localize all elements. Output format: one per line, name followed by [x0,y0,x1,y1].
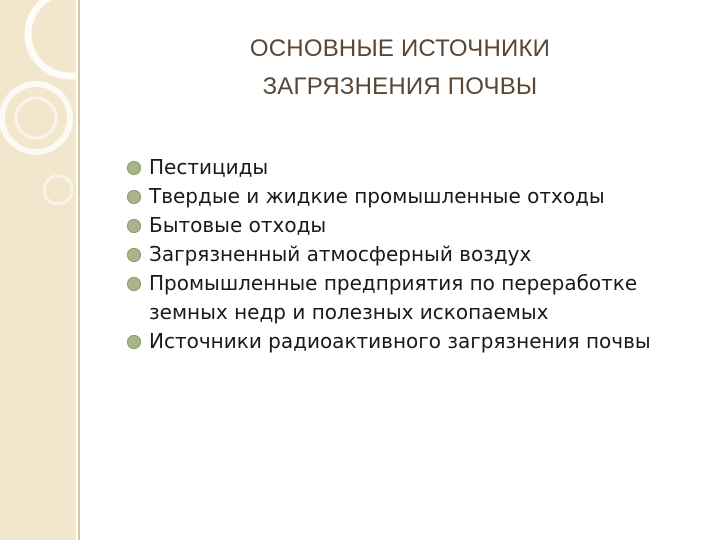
bullet-dot-icon [127,161,141,175]
bullet-dot-icon [127,248,141,262]
list-item [124,182,704,211]
list-item [124,327,704,356]
title-line-2: ЗАГРЯЗНЕНИЯ ПОЧВЫ [262,73,538,100]
list-item-text: Твердые и жидкие промышленные отходы [149,184,605,208]
list-item [124,211,704,240]
bullet-dot-icon [127,335,141,349]
list-item [124,240,704,269]
bullet-dot-icon [127,219,141,233]
title-line-1: ОСНОВНЫЕ ИСТОЧНИКИ [249,35,551,62]
side-divider-line [78,0,80,540]
bullet-dot-icon [127,277,141,291]
list-item-text: Загрязненный атмосферный воздух [149,242,532,266]
list-item-text: Пестициды [149,155,269,179]
slide-title [150,30,650,106]
list-item-text: Промышленные предприятия по переработке земных недр и полезных ископаемых [149,271,638,324]
list-item-text: Бытовые отходы [149,213,327,237]
list-item [124,269,704,327]
bullet-list [124,153,704,356]
decorative-circles-graphic [0,0,76,540]
bullet-dot-icon [127,190,141,204]
decorative-side-band [0,0,76,540]
list-item-text: Источники радиоактивного загрязнения почвы [149,329,651,353]
list-item [124,153,704,182]
